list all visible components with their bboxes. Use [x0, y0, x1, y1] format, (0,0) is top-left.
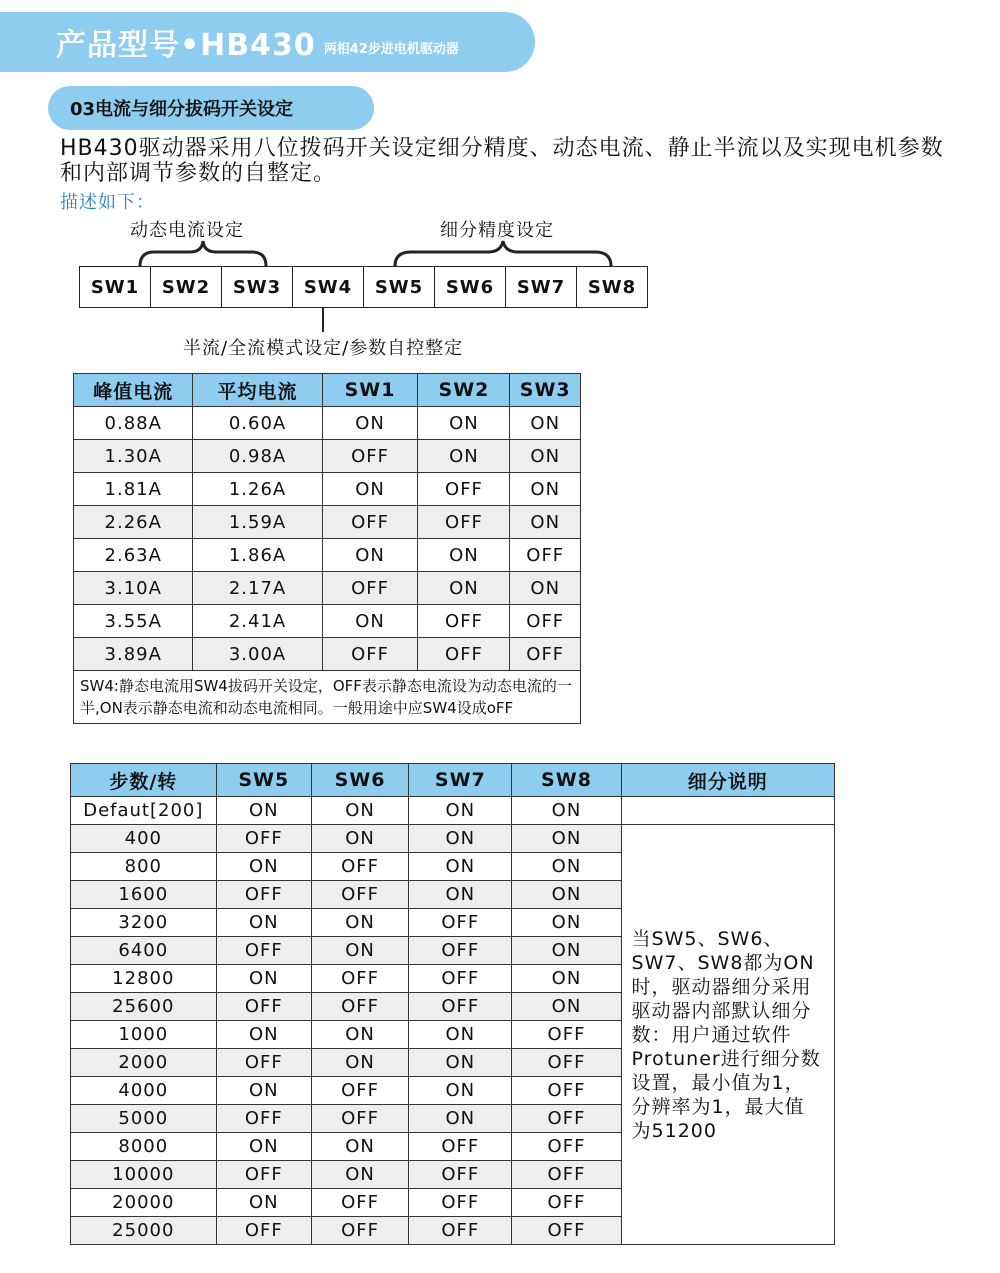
table-cell: OFF	[216, 993, 311, 1021]
intro-text: HB430驱动器采用八位拨码开关设定细分精度、动态电流、静止半流以及实现电机参数和内部调节参数的自整定。	[60, 136, 944, 186]
table-cell: Defaut[200]	[71, 797, 217, 825]
table-cell: ON	[216, 1021, 311, 1049]
dip-switch-row	[79, 266, 648, 308]
table-cell: ON	[409, 1049, 512, 1077]
table-cell: 2000	[71, 1049, 217, 1077]
table-cell: OFF	[216, 1217, 311, 1245]
table-cell: 5000	[71, 1105, 217, 1133]
table-cell: ON	[510, 506, 581, 539]
table-cell: 20000	[71, 1189, 217, 1217]
table-cell: ON	[322, 605, 418, 638]
table-cell: 0.98A	[193, 440, 322, 473]
table-cell: ON	[409, 797, 512, 825]
table-cell: 12800	[71, 965, 217, 993]
table-cell: OFF	[322, 638, 418, 671]
current-header-cell: SW1	[322, 374, 418, 407]
empty-explanation-cell	[621, 797, 834, 825]
table-cell: OFF	[512, 1021, 621, 1049]
table-cell: OFF	[510, 638, 581, 671]
table-cell: OFF	[311, 1189, 408, 1217]
table-cell: ON	[311, 909, 408, 937]
table-cell: ON	[512, 853, 621, 881]
table-cell: 0.88A	[74, 407, 193, 440]
product-subtitle: 两相42步进电机驱动器	[323, 41, 459, 57]
table-cell: ON	[311, 1133, 408, 1161]
table-cell: 25600	[71, 993, 217, 1021]
table-cell: 1000	[71, 1021, 217, 1049]
table-cell: 3.55A	[74, 605, 193, 638]
table-cell: OFF	[418, 605, 510, 638]
step-header-cell: SW8	[512, 764, 621, 797]
table-cell: 2.41A	[193, 605, 322, 638]
table-cell: ON	[322, 473, 418, 506]
table-cell: OFF	[311, 1105, 408, 1133]
table-cell: ON	[409, 853, 512, 881]
table-cell: 3.10A	[74, 572, 193, 605]
table-cell: 1.26A	[193, 473, 322, 506]
table-cell: ON	[409, 881, 512, 909]
table-row	[74, 605, 581, 638]
table-cell: OFF	[512, 1161, 621, 1189]
table-cell: ON	[512, 825, 621, 853]
table-cell: ON	[409, 1105, 512, 1133]
table-cell: ON	[216, 1189, 311, 1217]
table-cell: ON	[512, 993, 621, 1021]
table-cell: ON	[418, 440, 510, 473]
table-cell: OFF	[311, 853, 408, 881]
dip-switch-sw3: SW3	[222, 267, 293, 307]
table-row	[74, 638, 581, 671]
table-cell: 10000	[71, 1161, 217, 1189]
table-cell: ON	[216, 1133, 311, 1161]
table-row	[74, 506, 581, 539]
sw4-note: SW4:静态电流用SW4拔码开关设定，OFF表示静态电流设为动态电流的一半,ON表示静态电流和动态电流相同。一般用途中应SW4设成oFF	[74, 671, 581, 724]
dip-switch-sw8: SW8	[587, 276, 637, 298]
subdivision-brace	[393, 238, 613, 268]
current-table-header	[74, 374, 581, 407]
table-cell: 3200	[71, 909, 217, 937]
table-cell: ON	[322, 407, 418, 440]
table-cell: OFF	[322, 572, 418, 605]
table-cell: 2.26A	[74, 506, 193, 539]
table-cell: ON	[311, 1021, 408, 1049]
table-cell: 6400	[71, 937, 217, 965]
table-cell: OFF	[322, 506, 418, 539]
table-cell: OFF	[216, 1161, 311, 1189]
table-cell: ON	[510, 440, 581, 473]
table-cell: OFF	[512, 1105, 621, 1133]
dip-switch-sw7: SW7	[506, 267, 577, 307]
table-cell: OFF	[216, 937, 311, 965]
table-row	[74, 440, 581, 473]
table-cell: ON	[418, 572, 510, 605]
table-cell: ON	[512, 965, 621, 993]
table-cell: 2.17A	[193, 572, 322, 605]
table-cell: OFF	[510, 539, 581, 572]
table-cell: ON	[311, 1161, 408, 1189]
table-cell: ON	[322, 539, 418, 572]
table-row	[71, 825, 835, 853]
table-cell: 3.89A	[74, 638, 193, 671]
current-header-cell: 平均电流	[193, 374, 322, 407]
table-cell: 1600	[71, 881, 217, 909]
table-cell: 400	[71, 825, 217, 853]
dip-switch-sw2: SW2	[151, 267, 222, 307]
table-cell: OFF	[311, 993, 408, 1021]
table-cell: ON	[510, 473, 581, 506]
table-cell: OFF	[311, 1077, 408, 1105]
table-cell: OFF	[512, 1189, 621, 1217]
table-cell: ON	[512, 909, 621, 937]
table-cell: OFF	[409, 909, 512, 937]
table-cell: OFF	[409, 937, 512, 965]
table-cell: ON	[216, 797, 311, 825]
table-cell: 1.86A	[193, 539, 322, 572]
table-cell: OFF	[409, 1133, 512, 1161]
table-cell: OFF	[216, 1105, 311, 1133]
table-cell: OFF	[409, 1161, 512, 1189]
table-cell: OFF	[512, 1049, 621, 1077]
step-table	[70, 763, 835, 1245]
table-row	[74, 572, 581, 605]
table-cell: OFF	[311, 965, 408, 993]
table-cell: OFF	[409, 965, 512, 993]
table-cell: OFF	[311, 1217, 408, 1245]
table-cell: ON	[216, 909, 311, 937]
table-cell: OFF	[216, 881, 311, 909]
table-cell: ON	[409, 1021, 512, 1049]
dip-switch-sw6: SW6	[435, 267, 506, 307]
subdivision-label: 细分精度设定	[440, 220, 554, 241]
header-banner	[0, 12, 535, 72]
table-cell: 1.81A	[74, 473, 193, 506]
table-cell: OFF	[418, 506, 510, 539]
table-cell: OFF	[216, 1049, 311, 1077]
table-cell: OFF	[418, 638, 510, 671]
table-cell: OFF	[418, 473, 510, 506]
table-cell: OFF	[322, 440, 418, 473]
dip-switch-sw1: SW1	[80, 267, 151, 307]
table-cell: OFF	[409, 1189, 512, 1217]
table-row	[74, 407, 581, 440]
table-cell: ON	[216, 853, 311, 881]
table-cell: 0.60A	[193, 407, 322, 440]
table-cell: ON	[510, 572, 581, 605]
table-cell: ON	[311, 825, 408, 853]
description-label: 描述如下：	[60, 192, 155, 213]
current-table	[73, 373, 581, 724]
table-cell: OFF	[512, 1217, 621, 1245]
table-cell: ON	[311, 797, 408, 825]
table-cell: 3.00A	[193, 638, 322, 671]
table-cell: 800	[71, 853, 217, 881]
table-cell: ON	[512, 797, 621, 825]
table-cell: ON	[418, 407, 510, 440]
current-header-cell: 峰值电流	[74, 374, 193, 407]
step-header-cell: 步数/转	[71, 764, 217, 797]
step-header-cell: SW6	[311, 764, 408, 797]
step-header-cell: SW5	[216, 764, 311, 797]
table-cell: ON	[311, 937, 408, 965]
table-cell: 8000	[71, 1133, 217, 1161]
step-table-header	[71, 764, 835, 797]
dip-switch-sw5: SW5	[364, 267, 435, 307]
table-cell: ON	[216, 965, 311, 993]
table-cell: 4000	[71, 1077, 217, 1105]
table-row	[74, 539, 581, 572]
table-cell: ON	[418, 539, 510, 572]
table-cell: OFF	[510, 605, 581, 638]
table-cell: ON	[409, 1077, 512, 1105]
table-cell: 1.59A	[193, 506, 322, 539]
table-cell: OFF	[409, 993, 512, 1021]
dynamic-current-label: 动态电流设定	[130, 220, 244, 241]
table-cell: OFF	[512, 1133, 621, 1161]
step-header-cell: 细分说明	[621, 764, 834, 797]
table-cell: OFF	[216, 825, 311, 853]
current-header-cell: SW2	[418, 374, 510, 407]
table-cell: ON	[512, 937, 621, 965]
table-cell: ON	[512, 881, 621, 909]
note-row	[74, 671, 581, 724]
table-row	[74, 473, 581, 506]
subdivision-explanation: 当SW5、SW6、SW7、SW8都为ON时，驱动器细分采用驱动器内部默认细分数：用户通过软件Protuner进行细分数设置，最小值为1，分辨率为1，最大值为51200	[621, 825, 834, 1245]
table-cell: OFF	[512, 1077, 621, 1105]
table-cell: OFF	[409, 1217, 512, 1245]
current-header-cell: SW3	[510, 374, 581, 407]
section-title-pill	[48, 86, 374, 130]
dip-switch-sw4: SW4	[293, 267, 364, 307]
table-cell: 25000	[71, 1217, 217, 1245]
product-title: 产品型号•HB430	[56, 28, 316, 63]
table-cell: 1.30A	[74, 440, 193, 473]
table-cell: ON	[409, 825, 512, 853]
sw4-pointer-line	[322, 307, 324, 332]
table-cell: 2.63A	[74, 539, 193, 572]
table-cell: ON	[510, 407, 581, 440]
step-header-cell: SW7	[409, 764, 512, 797]
table-row	[71, 797, 835, 825]
section-title: 03电流与细分拔码开关设定	[70, 99, 294, 120]
table-cell: OFF	[311, 881, 408, 909]
half-current-label: 半流/全流模式设定/参数自控整定	[183, 338, 464, 359]
table-cell: ON	[216, 1077, 311, 1105]
dynamic-current-brace	[138, 238, 268, 268]
table-cell: ON	[311, 1049, 408, 1077]
